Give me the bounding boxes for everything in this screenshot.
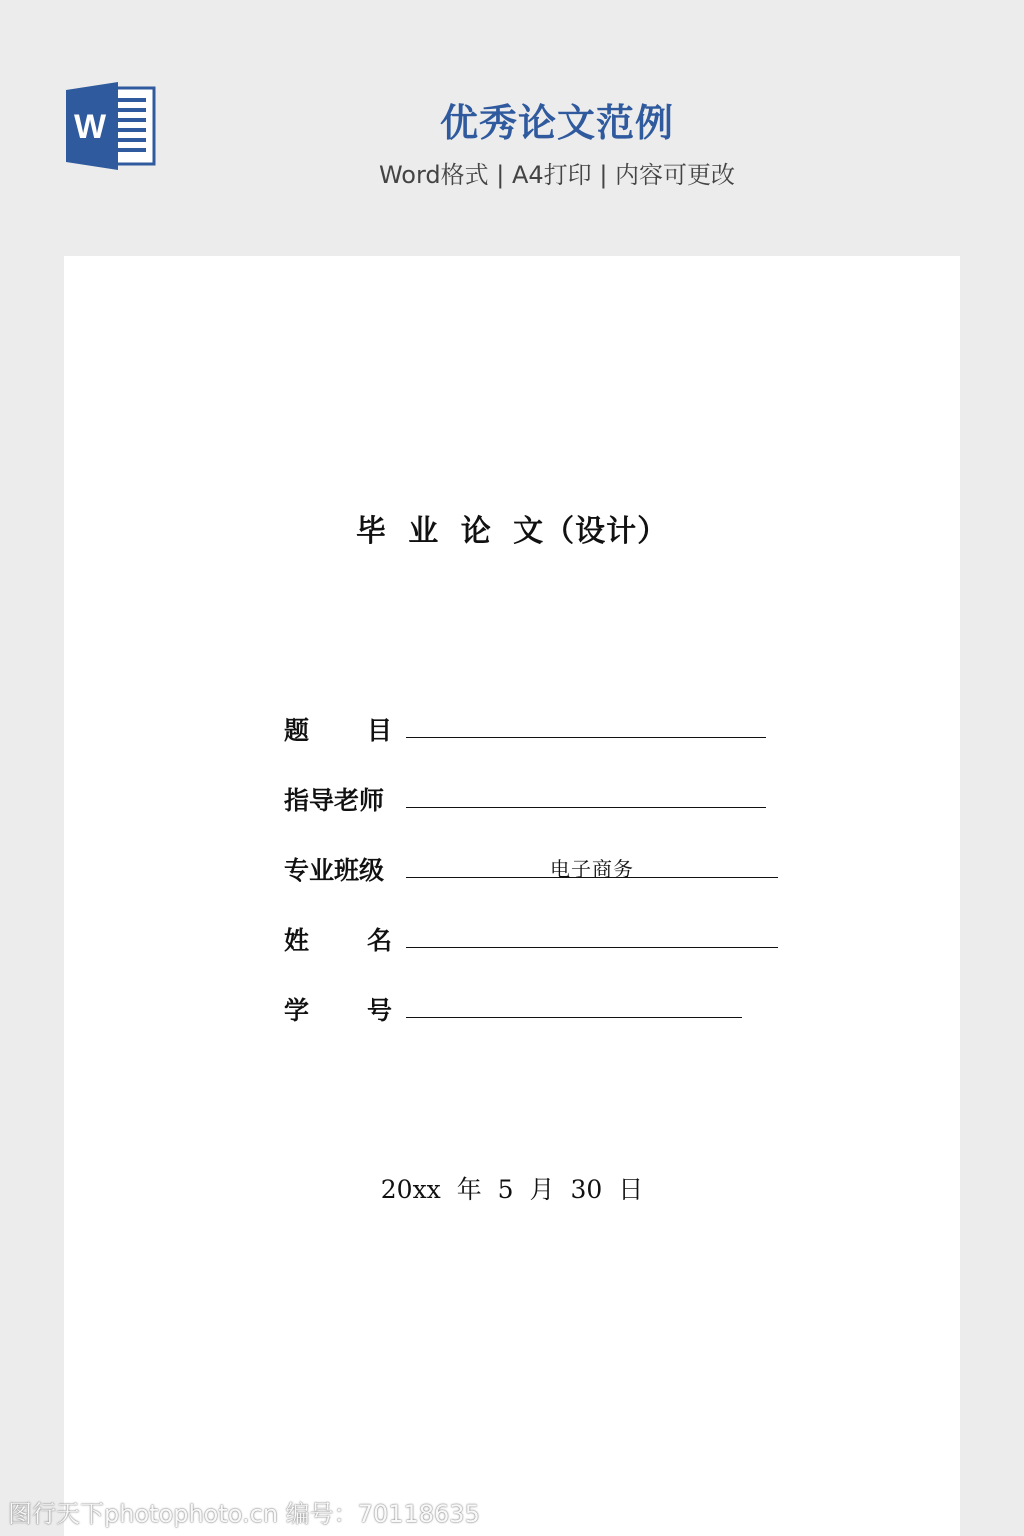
field-label: 指导老师 — [284, 786, 385, 815]
field-underline[interactable] — [406, 947, 778, 948]
field-label: 专业班级 — [284, 856, 385, 885]
document-date: 20xx 年 5 月 30 日 — [380, 1175, 644, 1204]
header-title: 优秀论文范例 — [439, 101, 674, 145]
word-logo-letter: W — [73, 108, 107, 146]
field-value: 电子商务 — [550, 857, 634, 881]
field-underline[interactable] — [406, 1017, 742, 1018]
field-title — [284, 711, 844, 751]
field-label-char: 学 — [284, 996, 310, 1025]
field-name — [284, 921, 844, 961]
field-underline[interactable] — [406, 807, 766, 808]
field-label — [284, 991, 392, 1027]
field-label-char: 题 — [284, 716, 310, 745]
document-page — [64, 256, 960, 1536]
field-underline[interactable] — [406, 737, 766, 738]
field-label-char: 姓 — [284, 926, 310, 955]
header-subtitle: Word格式 | A4打印 | 内容可更改 — [378, 161, 736, 189]
watermark-text: 图行天下photophoto.cn 编号：70118635 — [8, 1500, 480, 1528]
document-title: 毕 业 论 文（设计） — [355, 514, 669, 549]
field-major-class — [284, 851, 844, 891]
word-logo-icon — [66, 82, 156, 170]
field-label-char: 目 — [366, 716, 392, 745]
field-advisor — [284, 781, 844, 821]
field-student-id — [284, 991, 844, 1031]
field-label-char: 名 — [366, 926, 392, 955]
field-label — [284, 921, 392, 957]
field-label-char: 号 — [366, 996, 392, 1025]
field-label — [284, 711, 392, 747]
